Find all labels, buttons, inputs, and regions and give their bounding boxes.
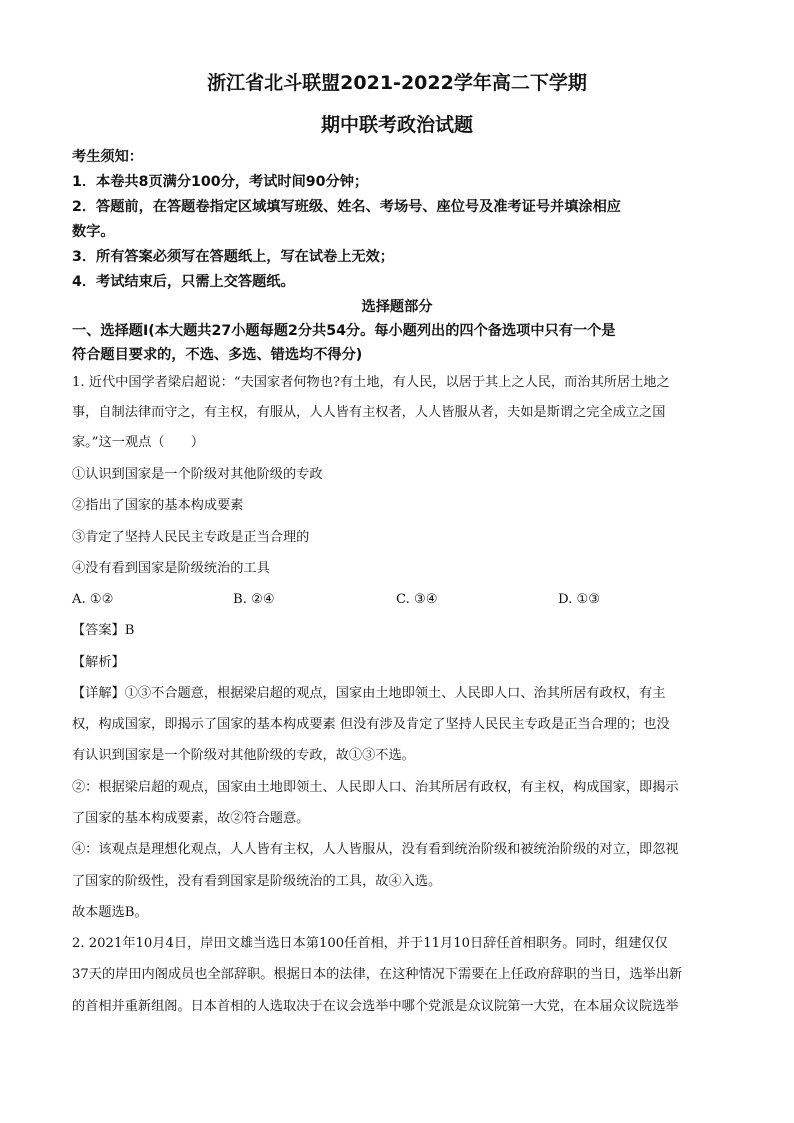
q1-stem: 事，自制法律而守之，有主权，有服从，人人皆有主权者，人人皆服从者，夫如是斯谓之完全成立之国 (72, 405, 666, 420)
q2-stem: 的首相并重新组阁。日本首相的人选取决于在议会选举中哪个党派是众议院第一大党，在本届众议院选举 (72, 999, 679, 1014)
q1-statement: ①认识到国家是一个阶级对其他阶级的专政 (72, 467, 323, 482)
notice-heading: 考生须知： (72, 149, 143, 165)
q1-option-b: B. ②④ (233, 592, 275, 607)
notice-item: 数字。 (72, 224, 115, 240)
q1-analysis-line: 权，构成国家，即揭示了国家的基本构成要素 但没有涉及肯定了坚持人民民主专政是正当合理的；也没 (72, 717, 670, 732)
q1-statement: ④没有看到国家是阶级统治的工具 (72, 561, 270, 576)
q1-analysis-line: ②：根据梁启超的观点，国家由土地即领土、人民即人口、治其所居有政权，有主权，构成国家，即揭示 (72, 780, 679, 795)
exam-title-line2: 期中联考政治试题 (320, 114, 473, 136)
q1-answer: 【答案】B (72, 623, 135, 638)
q1-analysis-line: 【详解】①③不合题意，根据梁启超的观点，国家由土地即领土、人民即人口、治其所居有政权，有主 (72, 686, 666, 701)
q1-statement: ③肯定了坚持人民民主专政是正当合理的 (72, 530, 310, 545)
q1-analysis-label: 【解析】 (72, 655, 125, 670)
notice-item: 2．答题前，在答题卷指定区域填写班级、姓名、考场号、座位号及准考证号并填涂相应 (72, 199, 621, 215)
q1-analysis-line: 有认识到国家是一个阶级对其他阶级的专政，故①③不选。 (72, 748, 415, 763)
q2-stem: 2. 2021年10月4日，岸田文雄当选日本第100任首相，并于11月10日辞任首相职务。同时，组建仅仅 (72, 936, 668, 951)
q1-option-d: D. ①③ (558, 592, 601, 607)
notice-item: 4．考试结束后，只需上交答题纸。 (72, 274, 295, 290)
section-intro: 一、选择题Ⅰ(本大题共27小题每题2分共54分。每小题列出的四个备选项中只有一个是 (72, 323, 616, 339)
q1-option-a: A. ①② (72, 592, 114, 607)
q1-analysis-line: ④：该观点是理想化观点，人人皆有主权，人人皆服从，没有看到统治阶级和被统治阶级的对立，即忽视 (72, 842, 679, 857)
q1-statement: ②指出了国家的基本构成要素 (72, 498, 244, 513)
q1-option-c: C. ③④ (396, 592, 438, 607)
exam-title-line1: 浙江省北斗联盟2021-2022学年高二下学期 (207, 72, 587, 94)
q1-analysis-line: 了国家的阶级性，没有看到国家是阶级统治的工具，故④入选。 (72, 874, 442, 889)
q1-analysis-line: 故本题选B。 (72, 905, 148, 920)
section-intro: 符合题目要求的，不选、多选、错选均不得分) (72, 347, 363, 363)
section-title: 选择题部分 (361, 299, 433, 315)
q1-stem: 家。”这一观点（ ） (72, 435, 205, 450)
q1-analysis-line: 了国家的基本构成要素，故②符合题意。 (72, 811, 310, 826)
q1-stem: 1. 近代中国学者梁启超说：“夫国家者何物也?有土地，有人民，以居于其上之人民，而治其所居土地之 (72, 375, 670, 390)
notice-item: 1．本卷共8页满分100分，考试时间90分钟； (72, 174, 369, 190)
q2-stem: 37天的岸田内阁成员也全部辞职。根据日本的法律，在这种情况下需要在上任政府辞职的当日，选举出新 (72, 967, 683, 982)
notice-item: 3．所有答案必须写在答题纸上，写在试卷上无效； (72, 249, 394, 265)
